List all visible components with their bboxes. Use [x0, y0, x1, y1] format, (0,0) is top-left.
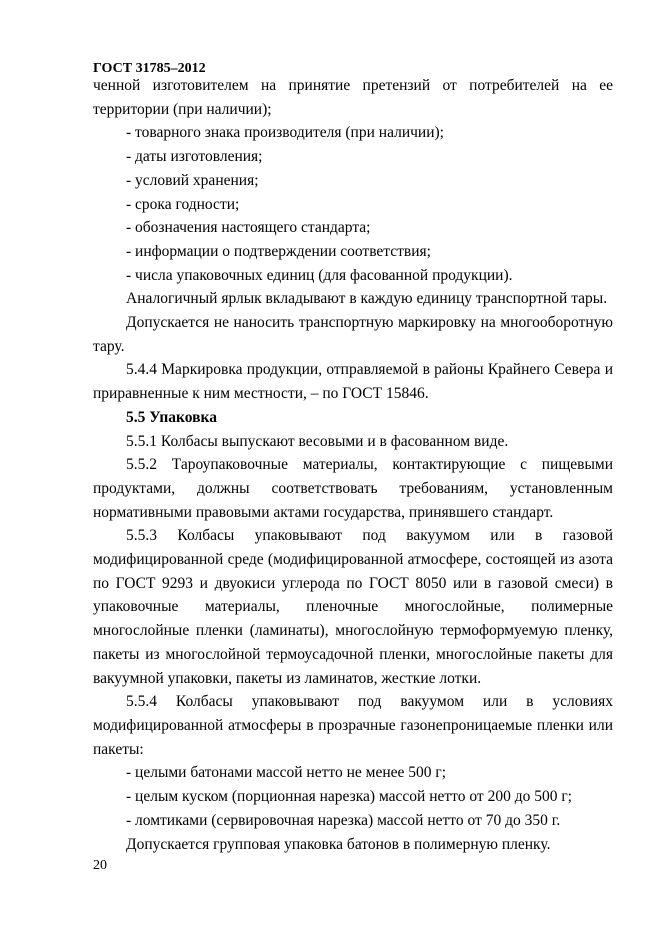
page-number: 20: [93, 858, 107, 873]
paragraph-5-4-4: 5.4.4 Маркировка продукции, отправляемой в районы Крайнего Севера и приравненные к ним местности, – по ГОСТ 15846.: [93, 361, 613, 403]
document-header: ГОСТ 31785–2012: [93, 61, 206, 76]
list-item: - товарного знака производителя (при наличии);: [126, 124, 444, 142]
list-item: - целыми батонами массой нетто не менее 500 г;: [126, 764, 447, 782]
list-item: - обозначения настоящего стандарта;: [126, 219, 371, 237]
list-item: - даты изготовления;: [126, 148, 263, 166]
list-item: - числа упаковочных единиц (для фасованной продукции).: [126, 266, 513, 284]
list-item: - условий хранения;: [126, 171, 259, 189]
paragraph-group-packaging: Допускается групповая упаковка батонов в полимерную пленку.: [126, 835, 551, 853]
list-item: - целым куском (порционная нарезка) массой нетто от 200 до 500 г;: [126, 788, 572, 806]
paragraph-allowed: Допускается не наносить транспортную маркировку на многооборотную тару.: [93, 314, 613, 355]
paragraph-5-5-3: 5.5.3 Колбасы упаковывают под вакуумом или в газовой модифицированной среде (модифицированной атмосфере, состоящей из азота по ГОСТ 9293 и двуокиси углерода по ГОСТ 8050 или в газовой смеси) в упаковочные материалы, пленочные многослойные, полимерные многослойные пленки (ламинаты), многослойную термоформуемую пленку, пакеты из многослойной термоусадочной пленки, многослойные пакеты для вакуумной упаковки, пакеты из ламинатов, жесткие лотки.: [93, 527, 613, 687]
continuation-paragraph: ченной изготовителем на принятие претензий от потребителей на ее территории (при наличии);: [93, 77, 613, 118]
paragraph-5-5-4: 5.5.4 Колбасы упаковывают под вакуумом или в условиях модифицированной атмосферы в прозрачные газонепроницаемые пленки или пакеты:: [93, 693, 613, 758]
paragraph-label: Аналогичный ярлык вкладывают в каждую единицу транспортной тары.: [126, 290, 608, 308]
list-item: - информации о подтверждении соответствия;: [126, 242, 431, 260]
paragraph-5-5-1: 5.5.1 Колбасы выпускают весовыми и в фасованном виде.: [126, 432, 509, 450]
paragraph-5-5-2: 5.5.2 Тароупаковочные материалы, контактирующие с пищевыми продуктами, должны соответствовать требованиям, установленным нормативными правовыми актами государства, принявшего стандарт.: [93, 456, 613, 521]
document-body: [93, 74, 613, 856]
section-heading: 5.5 Упаковка: [126, 408, 217, 426]
list-item: - ломтиками (сервировочная нарезка) массой нетто от 70 до 350 г.: [126, 811, 561, 829]
list-item: - срока годности;: [126, 195, 240, 213]
